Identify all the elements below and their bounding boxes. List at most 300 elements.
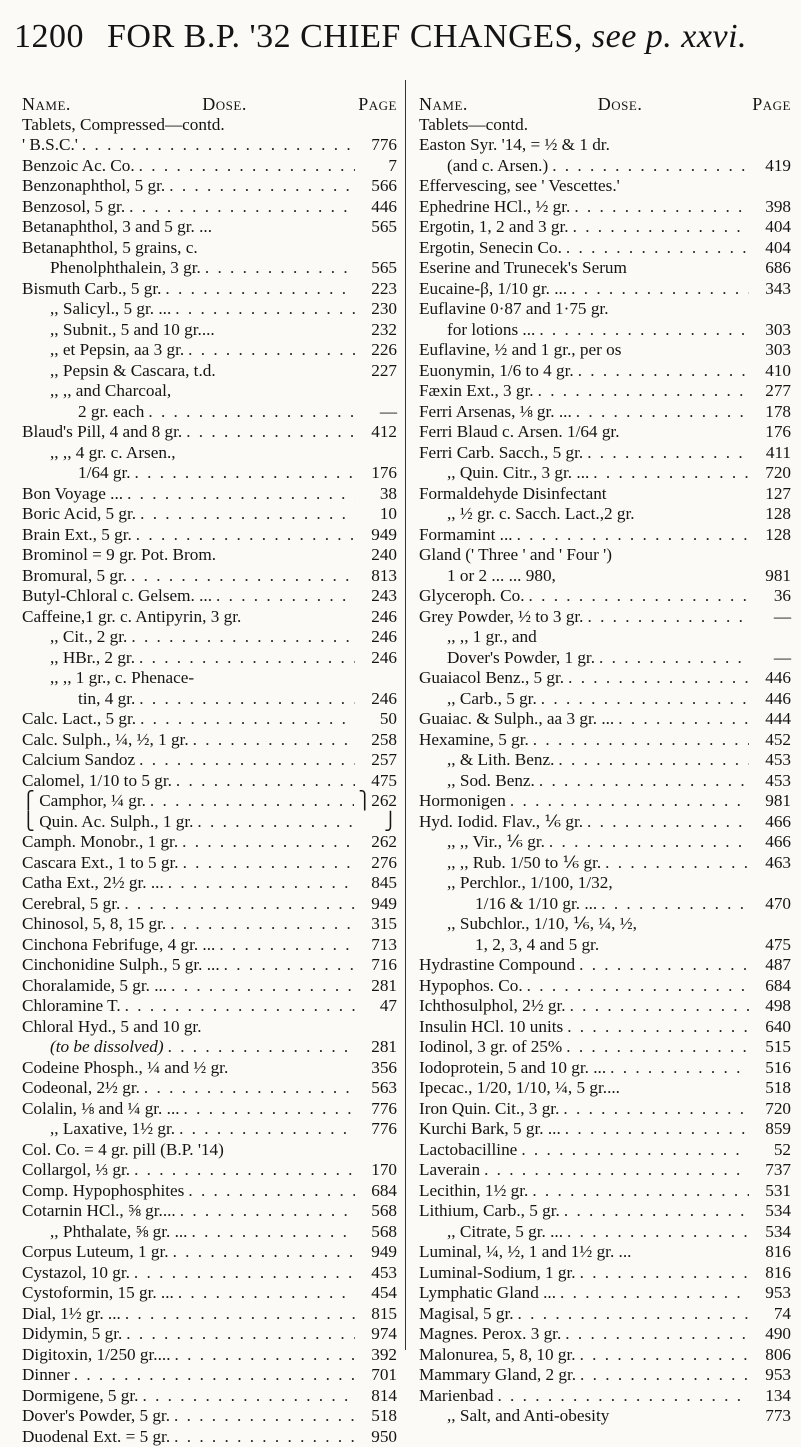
list-item bbox=[419, 709, 791, 730]
entry-page: 470 bbox=[753, 894, 791, 915]
entry-name: Cinchona Febrifuge, 4 gr. ... bbox=[22, 935, 215, 956]
entry-name: Dover's Powder, 5 gr. bbox=[22, 1406, 170, 1427]
list-item bbox=[419, 750, 791, 771]
page-number: 1200 bbox=[14, 18, 84, 55]
entry-page: 47 bbox=[359, 996, 397, 1017]
entry-page: 223 bbox=[359, 279, 397, 300]
entry-page: 684 bbox=[753, 976, 791, 997]
entry-name: Bismuth Carb., 5 gr. bbox=[22, 279, 161, 300]
entry-page: 475 bbox=[359, 771, 397, 792]
list-item bbox=[419, 258, 791, 279]
entry-name: 1/16 & 1/10 gr. ... bbox=[419, 894, 597, 915]
list-item bbox=[22, 791, 397, 812]
dot-leader bbox=[565, 1324, 749, 1345]
entry-name: ⎩ Quin. Ac. Sulph., 1 gr. bbox=[22, 812, 193, 833]
list-item bbox=[22, 894, 397, 915]
entry-name: Formaldehyde Disinfectant bbox=[419, 484, 607, 505]
dot-leader bbox=[126, 1324, 355, 1345]
list-item bbox=[22, 484, 397, 505]
list-item bbox=[419, 730, 791, 751]
entry-page: 38 bbox=[359, 484, 397, 505]
entry-name: Duodenal Ext. = 5 gr. bbox=[22, 1427, 170, 1447]
entry-page: 446 bbox=[359, 197, 397, 218]
entry-page: 230 bbox=[359, 299, 397, 320]
entry-name: Collargol, ⅓ gr. bbox=[22, 1160, 130, 1181]
entry-name: (and c. Arsen.) bbox=[419, 156, 548, 177]
dot-leader bbox=[587, 443, 749, 464]
list-item bbox=[22, 1181, 397, 1202]
list-item bbox=[419, 627, 791, 648]
dot-leader bbox=[578, 361, 749, 382]
entry-name: Marienbad bbox=[419, 1386, 493, 1407]
dot-leader bbox=[127, 484, 355, 505]
list-item bbox=[419, 217, 791, 238]
entry-page: 7 bbox=[359, 156, 397, 177]
list-item bbox=[22, 1222, 397, 1243]
entry-name: Col. Co. = 4 gr. pill (B.P. '14) bbox=[22, 1140, 224, 1161]
entry-name: ,, Subchlor., 1/10, ⅙, ¼, ½, bbox=[419, 914, 637, 935]
list-item bbox=[22, 238, 397, 259]
list-item bbox=[22, 1140, 397, 1161]
entry-name: Dinner bbox=[22, 1365, 70, 1386]
dot-leader bbox=[224, 955, 355, 976]
entry-name: 1, 2, 3, 4 and 5 gr. bbox=[419, 935, 599, 956]
entry-page: 534 bbox=[753, 1222, 791, 1243]
entry-page: 444 bbox=[753, 709, 791, 730]
list-item bbox=[22, 1345, 397, 1366]
list-item bbox=[22, 197, 397, 218]
entry-page: — bbox=[753, 648, 791, 669]
list-item bbox=[22, 955, 397, 976]
entry-page: 128 bbox=[753, 504, 791, 525]
entry-name: Cystazol, 10 gr. bbox=[22, 1263, 130, 1284]
list-item bbox=[419, 1365, 791, 1386]
entry-page: 277 bbox=[753, 381, 791, 402]
dot-leader bbox=[184, 1099, 355, 1120]
entry-page: 246 bbox=[359, 607, 397, 628]
list-item bbox=[22, 750, 397, 771]
entry-page: 257 bbox=[359, 750, 397, 771]
entry-name: ,, Laxative, 1½ gr. bbox=[22, 1119, 175, 1140]
dot-leader bbox=[171, 976, 355, 997]
entry-page: 454 bbox=[359, 1283, 397, 1304]
list-item bbox=[22, 914, 397, 935]
dot-leader bbox=[566, 1037, 749, 1058]
entry-name: Benzoic Ac. Co. bbox=[22, 156, 135, 177]
entry-name: Phenolphthalein, 3 gr. bbox=[22, 258, 201, 279]
list-item bbox=[22, 1017, 397, 1038]
entry-page: 343 bbox=[753, 279, 791, 300]
entry-page: 949 bbox=[359, 525, 397, 546]
list-item bbox=[22, 648, 397, 669]
entry-page: 981 bbox=[753, 566, 791, 587]
entry-name: Cinchonidine Sulph., 5 gr. ... bbox=[22, 955, 220, 976]
dot-leader bbox=[219, 935, 355, 956]
entry-name: ,, ,, Rub. 1/50 to ⅙ gr. bbox=[419, 853, 601, 874]
list-item bbox=[22, 381, 397, 402]
entry-name: Fæxin Ext., 3 gr. bbox=[419, 381, 534, 402]
dot-leader bbox=[517, 525, 749, 546]
dot-leader bbox=[558, 750, 749, 771]
entry-page: 411 bbox=[753, 443, 791, 464]
dot-leader bbox=[82, 135, 355, 156]
dot-leader bbox=[579, 955, 749, 976]
entry-page: 128 bbox=[753, 525, 791, 546]
list-item bbox=[419, 320, 791, 341]
dot-leader bbox=[124, 894, 355, 915]
entry-name: Ferri Carb. Sacch., 5 gr. bbox=[419, 443, 583, 464]
entry-page: 281 bbox=[359, 976, 397, 997]
list-item bbox=[419, 1263, 791, 1284]
list-item bbox=[419, 1345, 791, 1366]
entry-name: Iodinol, 3 gr. of 25% bbox=[419, 1037, 562, 1058]
entry-page: 720 bbox=[753, 1099, 791, 1120]
entry-page: 246 bbox=[359, 627, 397, 648]
entry-page: 773 bbox=[753, 1406, 791, 1427]
entry-page: 74 bbox=[753, 1304, 791, 1325]
dot-leader bbox=[131, 566, 355, 587]
list-item bbox=[419, 402, 791, 423]
list-item bbox=[22, 1427, 397, 1447]
list-item bbox=[419, 668, 791, 689]
list-item bbox=[419, 1078, 791, 1099]
entry-name: Lymphatic Gland ... bbox=[419, 1283, 556, 1304]
list-item bbox=[419, 299, 791, 320]
dot-leader bbox=[188, 340, 355, 361]
entry-name: Codeonal, 2½ gr. bbox=[22, 1078, 140, 1099]
dot-leader bbox=[134, 1263, 355, 1284]
entry-page: 453 bbox=[753, 750, 791, 771]
dot-leader bbox=[174, 1427, 355, 1447]
list-item bbox=[22, 1324, 397, 1345]
dot-leader bbox=[599, 648, 749, 669]
dot-leader bbox=[183, 853, 355, 874]
entry-name: 2 gr. each bbox=[22, 402, 144, 423]
entry-name: Codeine Phosph., ¼ and ½ gr. bbox=[22, 1058, 228, 1079]
list-item bbox=[419, 381, 791, 402]
entry-name: Dormigene, 5 gr. bbox=[22, 1386, 138, 1407]
entry-name: Euflavine, ½ and 1 gr., per os bbox=[419, 340, 621, 361]
dot-leader bbox=[574, 197, 749, 218]
entry-page: 404 bbox=[753, 238, 791, 259]
entry-name: Bon Voyage ... bbox=[22, 484, 123, 505]
dot-leader bbox=[567, 1017, 749, 1038]
name-heading: Name. bbox=[22, 94, 71, 115]
entry-name: Luminal-Sodium, 1 gr. bbox=[419, 1263, 576, 1284]
dot-leader bbox=[169, 176, 355, 197]
entry-page: 776 bbox=[359, 1119, 397, 1140]
dot-leader bbox=[142, 1386, 355, 1407]
list-item bbox=[22, 586, 397, 607]
list-item bbox=[419, 463, 791, 484]
list-item bbox=[22, 1201, 397, 1222]
dot-leader bbox=[186, 422, 355, 443]
entry-name: Gland (' Three ' and ' Four ') bbox=[419, 545, 612, 566]
list-item bbox=[22, 422, 397, 443]
entry-page: 953 bbox=[753, 1283, 791, 1304]
entry-name: ,, Salicyl., 5 gr. ... bbox=[22, 299, 171, 320]
entry-name: Calomel, 1/10 to 5 gr. bbox=[22, 771, 172, 792]
entry-name: Boric Acid, 5 gr. bbox=[22, 504, 136, 525]
entry-name: Euonymin, 1/6 to 4 gr. bbox=[419, 361, 574, 382]
entry-page: 303 bbox=[753, 340, 791, 361]
entry-page: 515 bbox=[753, 1037, 791, 1058]
dot-leader bbox=[205, 258, 355, 279]
list-item bbox=[22, 709, 397, 730]
list-item bbox=[22, 1263, 397, 1284]
list-item bbox=[419, 1119, 791, 1140]
entry-page: 950 bbox=[359, 1427, 397, 1447]
dot-leader bbox=[538, 381, 749, 402]
list-item bbox=[22, 525, 397, 546]
entry-page: 246 bbox=[359, 689, 397, 710]
page-header bbox=[14, 18, 794, 56]
entry-page: 134 bbox=[753, 1386, 791, 1407]
entry-page: 498 bbox=[753, 996, 791, 1017]
dot-leader bbox=[179, 1119, 355, 1140]
dot-leader bbox=[539, 771, 749, 792]
list-item bbox=[419, 955, 791, 976]
entry-name: Caffeine,1 gr. c. Antipyrin, 3 gr. bbox=[22, 607, 241, 628]
list-item bbox=[22, 1304, 397, 1325]
entry-name: ,, Phthalate, ⅝ gr. ... bbox=[22, 1222, 187, 1243]
entry-name: ,, ,, 1 gr., c. Phenace- bbox=[22, 668, 194, 689]
list-item bbox=[22, 156, 397, 177]
entry-name: Cotarnin HCl., ⅝ gr.... bbox=[22, 1201, 176, 1222]
dot-leader bbox=[191, 1222, 355, 1243]
entry-page: 176 bbox=[753, 422, 791, 443]
entry-page: 176 bbox=[359, 463, 397, 484]
list-item bbox=[22, 976, 397, 997]
entry-name: Camph. Monobr., 1 gr. bbox=[22, 832, 178, 853]
entry-page: 466 bbox=[753, 812, 791, 833]
entry-name: Chinosol, 5, 8, 15 gr. bbox=[22, 914, 166, 935]
entry-page: 516 bbox=[753, 1058, 791, 1079]
left-column bbox=[22, 94, 397, 1447]
entry-page: 953 bbox=[753, 1365, 791, 1386]
dot-leader bbox=[521, 1140, 749, 1161]
entry-page: 243 bbox=[359, 586, 397, 607]
dot-leader bbox=[178, 1283, 355, 1304]
entry-name: Ichthosulphol, 2½ gr. bbox=[419, 996, 566, 1017]
dot-leader bbox=[188, 1181, 355, 1202]
dot-leader bbox=[533, 730, 749, 751]
entry-page: 737 bbox=[753, 1160, 791, 1181]
entry-name: ,, & Lith. Benz. bbox=[419, 750, 554, 771]
entry-name: Betanaphthol, 3 and 5 gr. ... bbox=[22, 217, 212, 238]
entry-name: Choralamide, 5 gr. ... bbox=[22, 976, 167, 997]
entry-page: 303 bbox=[753, 320, 791, 341]
entry-name: Dover's Powder, 1 gr. bbox=[419, 648, 595, 669]
list-item bbox=[419, 545, 791, 566]
dot-leader bbox=[139, 648, 355, 669]
entry-name: Hypophos. Co. bbox=[419, 976, 523, 997]
dot-leader bbox=[182, 832, 355, 853]
dot-leader bbox=[570, 996, 749, 1017]
entry-name: Brain Ext., 5 gr. bbox=[22, 525, 132, 546]
list-item bbox=[419, 1222, 791, 1243]
entry-name: Magisal, 5 gr. bbox=[419, 1304, 514, 1325]
entry-name: Blaud's Pill, 4 and 8 gr. bbox=[22, 422, 182, 443]
entry-name: ,, Pepsin & Cascara, t.d. bbox=[22, 361, 216, 382]
list-item bbox=[22, 1078, 397, 1099]
list-item bbox=[22, 1160, 397, 1181]
entry-page: 315 bbox=[359, 914, 397, 935]
entry-page: 227 bbox=[359, 361, 397, 382]
list-item bbox=[22, 217, 397, 238]
entry-page: 565 bbox=[359, 258, 397, 279]
list-item bbox=[22, 771, 397, 792]
entry-name: ' B.S.C.' bbox=[22, 135, 78, 156]
list-item bbox=[419, 894, 791, 915]
list-item bbox=[22, 258, 397, 279]
list-item bbox=[22, 279, 397, 300]
list-item bbox=[419, 1058, 791, 1079]
entry-page: 531 bbox=[753, 1181, 791, 1202]
entry-page: 226 bbox=[359, 340, 397, 361]
entry-page: 446 bbox=[753, 668, 791, 689]
entry-name: ,, HBr., 2 gr. bbox=[22, 648, 135, 669]
dot-leader bbox=[125, 1304, 355, 1325]
entry-page: 410 bbox=[753, 361, 791, 382]
dot-leader bbox=[150, 791, 354, 812]
entry-name: Didymin, 5 gr. bbox=[22, 1324, 122, 1345]
list-item bbox=[419, 586, 791, 607]
name-heading: Name. bbox=[419, 94, 468, 115]
entry-page: 36 bbox=[753, 586, 791, 607]
entry-page: 446 bbox=[753, 689, 791, 710]
list-item bbox=[419, 1324, 791, 1345]
dot-leader bbox=[175, 299, 355, 320]
entry-name: ,, ,, Vir., ⅙ gr. bbox=[419, 832, 545, 853]
entry-page: 404 bbox=[753, 217, 791, 238]
dot-leader bbox=[529, 586, 750, 607]
entry-name: Hormonigen bbox=[419, 791, 506, 812]
dot-leader bbox=[173, 1242, 355, 1263]
list-item bbox=[419, 791, 791, 812]
entry-page: 776 bbox=[359, 135, 397, 156]
list-item bbox=[419, 340, 791, 361]
entry-name: Eserine and Trunecek's Serum bbox=[419, 258, 627, 279]
dot-leader bbox=[197, 812, 355, 833]
list-item bbox=[22, 730, 397, 751]
dot-leader bbox=[565, 1119, 749, 1140]
dot-leader bbox=[168, 873, 355, 894]
entry-name: Hexamine, 5 gr. bbox=[419, 730, 529, 751]
entry-page: — bbox=[753, 607, 791, 628]
entry-page: 814 bbox=[359, 1386, 397, 1407]
entry-page: 720 bbox=[753, 463, 791, 484]
entry-name: Bromural, 5 gr. bbox=[22, 566, 127, 587]
entry-name: ,, Cit., 2 gr. bbox=[22, 627, 127, 648]
entry-name: Chloramine T. bbox=[22, 996, 121, 1017]
entry-page: 276 bbox=[359, 853, 397, 874]
entry-name: Lecithin, 1½ gr. bbox=[419, 1181, 528, 1202]
entry-name: Iron Quin. Cit., 3 gr. bbox=[419, 1099, 559, 1120]
entry-page: 565 bbox=[359, 217, 397, 238]
dot-leader bbox=[144, 1078, 355, 1099]
entry-page: ⎭ bbox=[359, 812, 397, 833]
dot-leader bbox=[576, 402, 749, 423]
entry-name: Euflavine 0·87 and 1·75 gr. bbox=[419, 299, 609, 320]
entry-name: ,, Citrate, 5 gr. ... bbox=[419, 1222, 563, 1243]
dot-leader bbox=[193, 730, 355, 751]
entry-page: 859 bbox=[753, 1119, 791, 1140]
dot-leader bbox=[129, 197, 355, 218]
entry-name: Lithium, Carb., 5 gr. bbox=[419, 1201, 560, 1222]
entry-name: Laverain bbox=[419, 1160, 480, 1181]
entry-page: 518 bbox=[753, 1078, 791, 1099]
entry-name: ,, ,, and Charcoal, bbox=[22, 381, 171, 402]
dot-leader bbox=[580, 1263, 749, 1284]
list-item bbox=[22, 299, 397, 320]
dot-leader bbox=[567, 1222, 749, 1243]
list-item bbox=[419, 238, 791, 259]
list-item bbox=[22, 996, 397, 1017]
column-divider bbox=[405, 80, 406, 1350]
list-item bbox=[22, 832, 397, 853]
list-item bbox=[419, 976, 791, 997]
entry-name: Easton Syr. '14, = ½ & 1 dr. bbox=[419, 135, 610, 156]
dot-leader bbox=[180, 1201, 355, 1222]
dot-leader bbox=[136, 525, 355, 546]
entry-name: Iodoprotein, 5 and 10 gr. ... bbox=[419, 1058, 606, 1079]
dot-leader bbox=[518, 1304, 749, 1325]
entry-page: 490 bbox=[753, 1324, 791, 1345]
entry-name: Cascara Ext., 1 to 5 gr. bbox=[22, 853, 179, 874]
entry-name: Hydrastine Compound bbox=[419, 955, 575, 976]
entry-page: 640 bbox=[753, 1017, 791, 1038]
list-item bbox=[419, 422, 791, 443]
dot-leader bbox=[484, 1160, 749, 1181]
dot-leader bbox=[139, 750, 355, 771]
list-item bbox=[22, 1037, 397, 1058]
list-item bbox=[22, 1242, 397, 1263]
entry-name: Magnes. Perox. 3 gr. bbox=[419, 1324, 561, 1345]
dot-leader bbox=[174, 1406, 355, 1427]
list-item bbox=[419, 1406, 791, 1427]
entry-name: Guaiac. & Sulph., aa 3 gr. ... bbox=[419, 709, 614, 730]
list-item bbox=[419, 135, 791, 156]
dot-leader bbox=[176, 771, 355, 792]
list-item bbox=[419, 935, 791, 956]
list-item bbox=[22, 1283, 397, 1304]
entry-name: Corpus Luteum, 1 gr. bbox=[22, 1242, 169, 1263]
dot-leader bbox=[125, 996, 355, 1017]
entry-name: Effervescing, see ' Vescettes.' bbox=[419, 176, 620, 197]
dot-leader bbox=[563, 1099, 749, 1120]
entry-page: 845 bbox=[359, 873, 397, 894]
entry-page: 412 bbox=[359, 422, 397, 443]
entry-page: 487 bbox=[753, 955, 791, 976]
dot-leader bbox=[587, 812, 749, 833]
entry-page: 50 bbox=[359, 709, 397, 730]
running-title: FOR B.P. '32 CHIEF CHANGES, bbox=[107, 18, 583, 55]
list-item bbox=[22, 320, 397, 341]
list-item bbox=[22, 340, 397, 361]
dot-leader bbox=[527, 976, 749, 997]
entry-name: ,, Salt, and Anti-obesity bbox=[419, 1406, 609, 1427]
entry-name: ,, Carb., 5 gr. bbox=[419, 689, 537, 710]
list-item bbox=[419, 197, 791, 218]
list-item bbox=[419, 853, 791, 874]
list-item bbox=[419, 176, 791, 197]
entry-name: Brominol = 9 gr. Pot. Brom. bbox=[22, 545, 216, 566]
list-item bbox=[22, 607, 397, 628]
dot-leader bbox=[216, 586, 355, 607]
entry-name: ,, ,, 1 gr., and bbox=[419, 627, 537, 648]
dot-leader bbox=[587, 607, 749, 628]
